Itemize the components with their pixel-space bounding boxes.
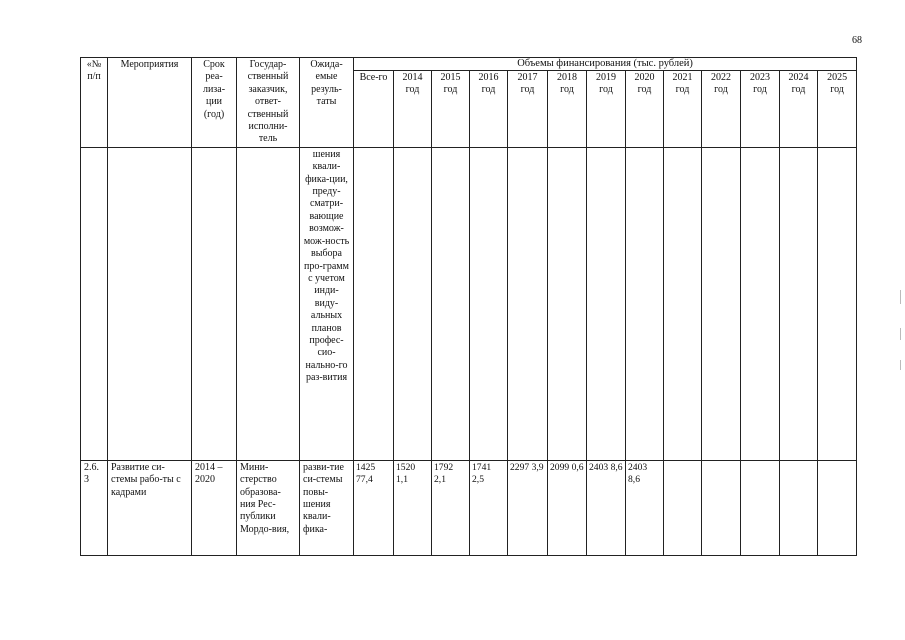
table-cell xyxy=(664,147,702,460)
row-value-2019: 2403 8,6 xyxy=(587,460,626,555)
funding-table-wrapper xyxy=(80,57,857,556)
header-activities: Мероприятия xyxy=(108,58,192,148)
row-value-2021 xyxy=(664,460,702,555)
header-results: Ожида-емые резуль-таты xyxy=(300,58,354,148)
scan-artifact xyxy=(900,290,901,304)
row-value-2023 xyxy=(741,460,780,555)
row-value-2020: 2403 8,6 xyxy=(626,460,664,555)
table-cell xyxy=(508,147,548,460)
row-value-2025 xyxy=(818,460,857,555)
table-cell xyxy=(818,147,857,460)
table-cell xyxy=(192,147,237,460)
header-year-2022: 2022 год xyxy=(702,71,741,148)
header-year-2024: 2024 год xyxy=(780,71,818,148)
header-year-2015: 2015 год xyxy=(432,71,470,148)
row-value-2014: 1520 1,1 xyxy=(394,460,432,555)
row-term: 2014 – 2020 xyxy=(192,460,237,555)
row-customer: Мини-стерство образова-ния Рес-публики Мордо-вия, xyxy=(237,460,300,555)
table-cell xyxy=(470,147,508,460)
header-row-1 xyxy=(81,58,857,71)
table-cell xyxy=(81,147,108,460)
scan-artifact xyxy=(900,328,901,340)
table-cell xyxy=(237,147,300,460)
header-num: «№ п/п xyxy=(81,58,108,148)
table-cell xyxy=(780,147,818,460)
header-total: Все-го xyxy=(354,71,394,148)
row-value-2016: 1741 2,5 xyxy=(470,460,508,555)
page-number: 68 xyxy=(852,35,862,46)
row-value-2024 xyxy=(780,460,818,555)
table-cell xyxy=(354,147,394,460)
table-cell xyxy=(548,147,587,460)
row-value-2017: 2297 3,9 xyxy=(508,460,548,555)
row-total: 1425 77,4 xyxy=(354,460,394,555)
scan-artifact xyxy=(900,360,901,370)
table-cell xyxy=(432,147,470,460)
table-cell xyxy=(108,147,192,460)
header-year-2017: 2017 год xyxy=(508,71,548,148)
table-row xyxy=(81,147,857,460)
table-cell xyxy=(741,147,780,460)
table-row xyxy=(81,460,857,555)
header-year-2014: 2014 год xyxy=(394,71,432,148)
table-cell xyxy=(626,147,664,460)
header-customer: Государ-ственный заказчик, ответ-ственный исполни-тель xyxy=(237,58,300,148)
row-value-2022 xyxy=(702,460,741,555)
header-funding-group: Объемы финансирования (тыс. рублей) xyxy=(354,58,857,71)
header-year-2023: 2023 год xyxy=(741,71,780,148)
header-year-2018: 2018 год xyxy=(548,71,587,148)
header-year-2025: 2025 год xyxy=(818,71,857,148)
header-term: Срок реа-лиза-ции (год) xyxy=(192,58,237,148)
header-year-2020: 2020 год xyxy=(626,71,664,148)
row-results: разви-тие си-стемы повы-шения квали-фика- xyxy=(300,460,354,555)
header-year-2016: 2016 год xyxy=(470,71,508,148)
row-value-2018: 2099 0,6 xyxy=(548,460,587,555)
header-year-2021: 2021 год xyxy=(664,71,702,148)
table-cell xyxy=(394,147,432,460)
table-cell xyxy=(702,147,741,460)
row-number: 2.6. 3 xyxy=(81,460,108,555)
row-activity: Развитие си-стемы рабо-ты с кадрами xyxy=(108,460,192,555)
table-cell xyxy=(587,147,626,460)
funding-table xyxy=(80,57,857,556)
header-year-2019: 2019 год xyxy=(587,71,626,148)
results-continuation: шения квали-фика-ции, преду-сматри-вающие возмож-мож-ность выбора про-грамм с учетом инди-виду-альных планов профес-сио-нально-го раз-вития xyxy=(300,147,354,460)
row-value-2015: 1792 2,1 xyxy=(432,460,470,555)
